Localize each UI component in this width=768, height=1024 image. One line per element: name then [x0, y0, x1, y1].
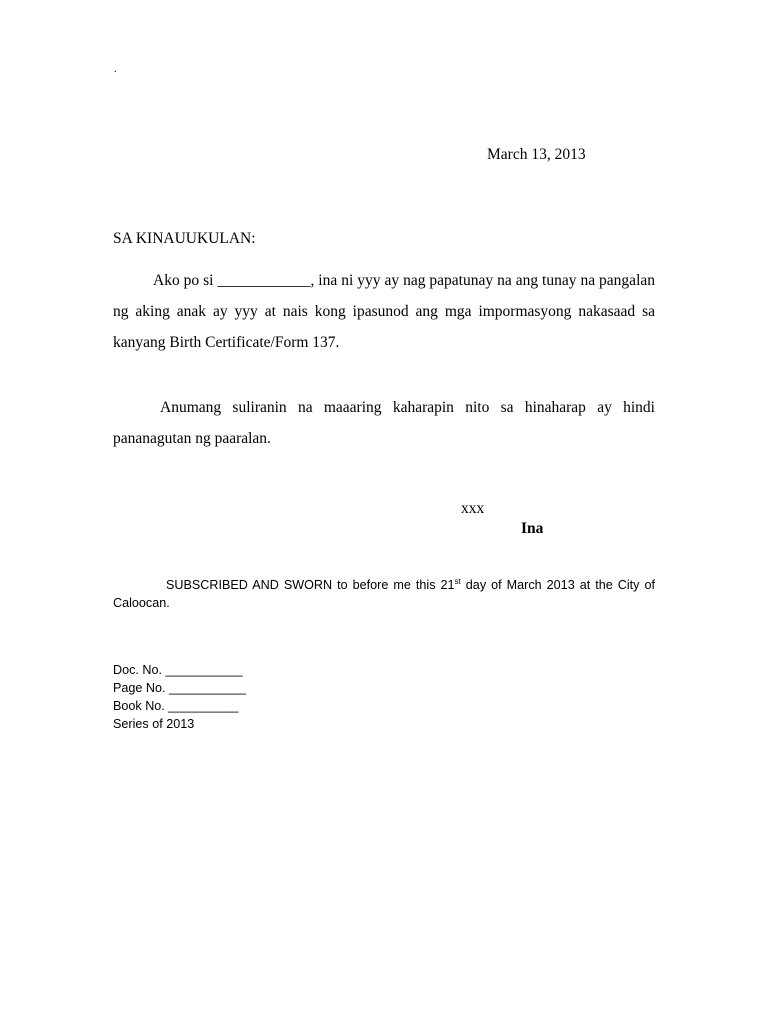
salutation: SA KINAUUKULAN:: [113, 230, 256, 247]
jurat-statement: [113, 576, 655, 612]
jurat-text-before: SUBSCRIBED AND SWORN to before me this 21: [166, 578, 455, 592]
paragraph-declaration: [113, 265, 655, 358]
letter-date: March 13, 2013: [487, 146, 586, 163]
doc-number-line: Doc. No. ___________: [113, 663, 243, 677]
notarial-references: [113, 661, 246, 733]
page-number-line: Page No. ___________: [113, 681, 247, 695]
paragraph-disclaimer: [113, 392, 655, 454]
stray-dot: .: [114, 64, 117, 75]
signature-name: xxx: [461, 500, 485, 517]
paragraph-declaration-text: Ako po si ____________, ina ni yyy ay nag papatunay na ang tunay na pangalan ng aking anak ay yyy at nais kong ipasunod ang mga impormasyong nakasaad sa kanyang Birth Certificate/Form 137.: [113, 272, 655, 351]
paragraph-disclaimer-text: Anumang suliranin na maaaring kaharapin nito sa hinaharap ay hindi pananagutan ng paaralan.: [113, 399, 655, 447]
jurat-ordinal-suffix: st: [454, 576, 461, 586]
book-number-line: Book No. __________: [113, 699, 239, 713]
jurat-text-after: day of March 2013 at the City of Caloocan.: [113, 578, 655, 610]
signature-role: Ina: [521, 520, 544, 537]
series-line: Series of 2013: [113, 717, 195, 731]
